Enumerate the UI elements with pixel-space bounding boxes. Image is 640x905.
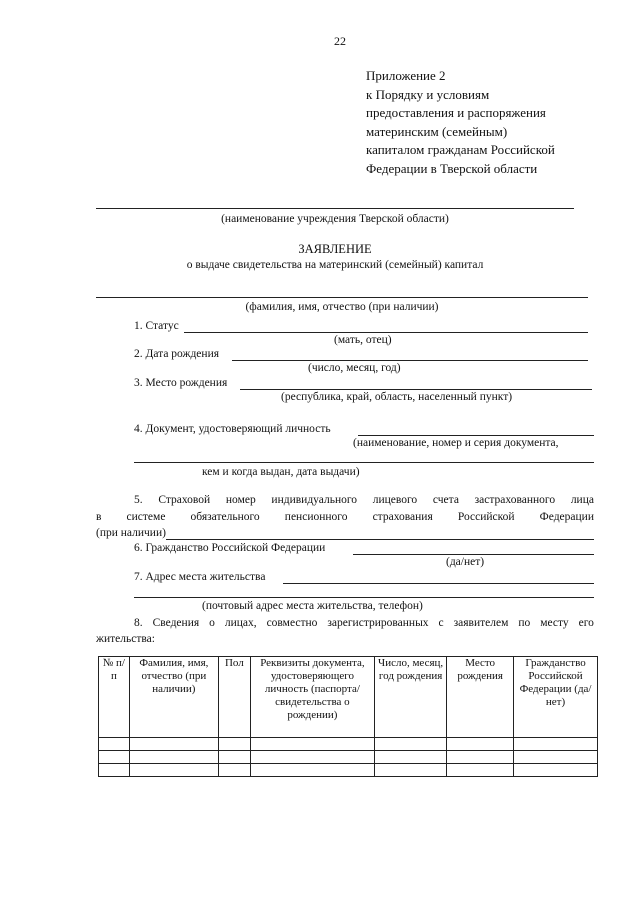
- col-birthplace: Место рождения: [447, 657, 514, 738]
- word: счета: [432, 494, 459, 506]
- status-hint: (мать, отец): [334, 334, 392, 346]
- appendix-line: предоставления и распоряжения: [366, 105, 546, 120]
- applicant-name-field[interactable]: [96, 297, 588, 298]
- persons-line-1: [134, 617, 594, 629]
- word: 5.: [134, 494, 143, 506]
- birthdate-hint: (число, месяц, год): [308, 362, 401, 374]
- table-cell[interactable]: [375, 751, 447, 764]
- birthdate-label: 2. Дата рождения: [134, 348, 220, 360]
- table-header-row: [99, 657, 598, 738]
- table-row[interactable]: [99, 738, 598, 751]
- document-hint: (наименование, номер и серия документа,: [353, 437, 559, 449]
- table-cell[interactable]: [250, 738, 374, 751]
- word: пенсионного: [284, 511, 348, 523]
- col-document: Реквизиты документа, удостоверяющего личность (паспорта/свидетельства о рождении): [250, 657, 374, 738]
- appendix-line: капиталом гражданам Российской: [366, 142, 555, 157]
- document-title: ЗАЯВЛЕНИЕ: [298, 242, 372, 256]
- word: 8.: [134, 617, 143, 629]
- document-hint-2: кем и когда выдан, дата выдачи): [202, 466, 360, 478]
- appendix-line: Приложение 2: [366, 68, 446, 83]
- appendix-line: к Порядку и условиям: [366, 86, 490, 102]
- word: Российской: [457, 511, 515, 523]
- document-field-line2[interactable]: [134, 462, 594, 463]
- address-field[interactable]: [283, 583, 594, 584]
- persons-line-2: жительства:: [96, 633, 155, 645]
- birthplace-label: 3. Место рождения: [134, 377, 228, 389]
- col-sex: Пол: [218, 657, 250, 738]
- snils-line-2: [96, 511, 594, 523]
- snils-field[interactable]: [166, 539, 594, 540]
- table-cell[interactable]: [129, 751, 218, 764]
- word: по: [518, 617, 531, 629]
- word: лица: [570, 494, 594, 506]
- word: страхования: [372, 511, 433, 523]
- table-cell[interactable]: [218, 764, 250, 777]
- word: лицах,: [224, 617, 257, 629]
- table-row[interactable]: [99, 751, 598, 764]
- citizenship-hint: (да/нет): [446, 556, 485, 568]
- appendix-block: [366, 67, 555, 178]
- word: совместно: [266, 617, 318, 629]
- table-cell[interactable]: [447, 751, 514, 764]
- address-field-line2[interactable]: [134, 597, 594, 598]
- table-cell[interactable]: [99, 764, 130, 777]
- word: номер: [225, 494, 256, 506]
- word: его: [578, 617, 594, 629]
- document-subtitle: о выдаче свидетельства на материнский (семейный) капитал: [186, 259, 484, 271]
- table-cell[interactable]: [375, 738, 447, 751]
- citizenship-field[interactable]: [353, 554, 594, 555]
- appendix-line: Федерации в Тверской области: [366, 160, 538, 176]
- birthplace-field[interactable]: [240, 389, 592, 390]
- table-cell[interactable]: [514, 751, 598, 764]
- word: заявителем: [453, 617, 509, 629]
- word: зарегистрированных: [327, 617, 429, 629]
- col-fullname: Фамилия, имя, отчество (при наличии): [129, 657, 218, 738]
- word: застрахованного: [474, 494, 556, 506]
- institution-field[interactable]: [96, 208, 574, 209]
- table-cell[interactable]: [514, 764, 598, 777]
- word: лицевого: [372, 494, 418, 506]
- table-row[interactable]: [99, 764, 598, 777]
- col-number: № п/п: [99, 657, 130, 738]
- snils-line-3: (при наличии): [96, 527, 166, 539]
- citizenship-label: 6. Гражданство Российской Федерации: [134, 542, 326, 554]
- document-field[interactable]: [358, 435, 594, 436]
- persons-table: [98, 656, 598, 777]
- table-cell[interactable]: [375, 764, 447, 777]
- page-number: 22: [334, 34, 346, 48]
- table-cell[interactable]: [250, 764, 374, 777]
- col-citizenship: Гражданство Российской Федерации (да/нет): [514, 657, 598, 738]
- word: о: [209, 617, 215, 629]
- table-cell[interactable]: [99, 751, 130, 764]
- table-cell[interactable]: [129, 738, 218, 751]
- table-cell[interactable]: [447, 764, 514, 777]
- table-cell[interactable]: [99, 738, 130, 751]
- table-cell[interactable]: [250, 751, 374, 764]
- word: Федерации: [539, 511, 594, 523]
- applicant-name-hint: (фамилия, имя, отчество (при наличии): [245, 301, 439, 313]
- word: Страховой: [158, 494, 211, 506]
- address-hint: (почтовый адрес места жительства, телефон): [202, 600, 423, 612]
- appendix-line: материнским (семейным): [366, 123, 508, 139]
- word: месту: [540, 617, 569, 629]
- word: с: [438, 617, 444, 629]
- status-label: 1. Статус: [134, 320, 179, 332]
- table-cell[interactable]: [218, 751, 250, 764]
- word: обязательного: [190, 511, 260, 523]
- word: индивидуального: [271, 494, 358, 506]
- word: системе: [126, 511, 166, 523]
- col-birthdate: Число, месяц, год рождения: [375, 657, 447, 738]
- birthplace-hint: (республика, край, область, населенный пункт): [281, 391, 513, 403]
- word: в: [96, 511, 102, 523]
- status-field[interactable]: [184, 332, 588, 333]
- table-cell[interactable]: [514, 738, 598, 751]
- document-label: 4. Документ, удостоверяющий личность: [134, 423, 331, 435]
- word: Сведения: [152, 617, 200, 629]
- table-cell[interactable]: [218, 738, 250, 751]
- table-cell[interactable]: [129, 764, 218, 777]
- table-cell[interactable]: [447, 738, 514, 751]
- institution-hint: (наименование учреждения Тверской области): [221, 213, 449, 225]
- address-label: 7. Адрес места жительства: [134, 571, 266, 583]
- birthdate-field[interactable]: [232, 360, 588, 361]
- snils-line-1: [134, 494, 594, 506]
